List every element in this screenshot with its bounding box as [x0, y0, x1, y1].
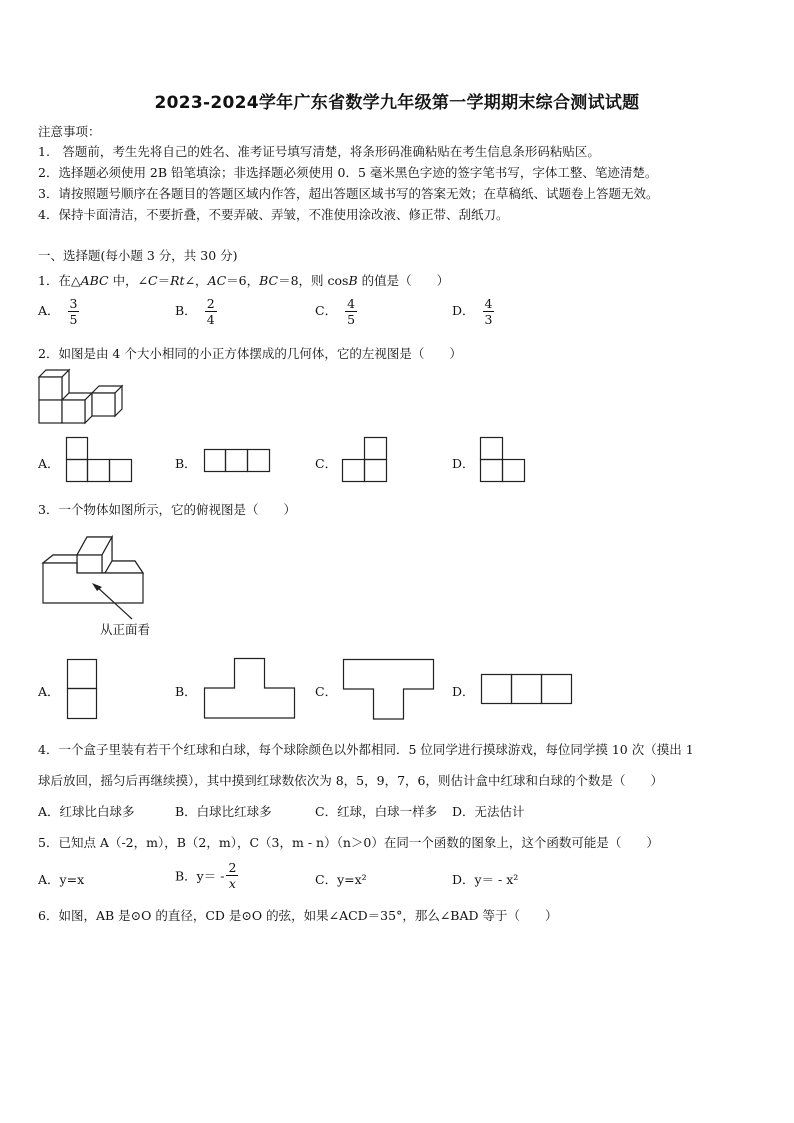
- q1-option-d[interactable]: D． $\frac{4}{3}$: [452, 296, 493, 327]
- q3-stem: 3．一个物体如图所示，它的俯视图是（ ）: [38, 502, 296, 517]
- q2-option-d[interactable]: D．: [452, 456, 475, 471]
- notice-item-1: 1. 答题前，考生先将自己的姓名、准考证号填写清楚，将条形码准确粘贴在考生信息条形码粘贴区。: [38, 144, 600, 159]
- q3-option-a-figure[interactable]: [67, 659, 98, 720]
- q3-solid-figure: [40, 533, 150, 623]
- q3-option-d-figure[interactable]: [481, 674, 573, 705]
- q2-option-c-figure[interactable]: [342, 437, 387, 482]
- q5-option-b[interactable]: B．y＝ - $\frac{2}{x}$: [175, 860, 237, 891]
- q2-cube-figure: [36, 367, 131, 427]
- q2-option-a-figure[interactable]: [66, 437, 132, 482]
- q2-option-c[interactable]: C．: [315, 456, 338, 471]
- q5-option-c[interactable]: C．y=x²: [315, 872, 367, 887]
- q3-option-c-figure[interactable]: [343, 659, 435, 720]
- q1-option-b[interactable]: B． $\frac{2}{4}$: [175, 296, 215, 327]
- q4-stem-line2: 球后放回，摇匀后再继续摸），其中摸到红球数依次为 8，5，9，7，6，则估计盒中红球和白球的个数是（ ）: [38, 773, 663, 788]
- notice-heading: 注意事项：: [38, 124, 101, 139]
- notice-item-4: 4．保持卡面清洁，不要折叠，不要弄破、弄皱，不准使用涂改液、修正带、刮纸刀。: [38, 207, 509, 222]
- q4-option-a[interactable]: A．红球比白球多: [38, 804, 135, 819]
- q5-option-d[interactable]: D．y＝ - x²: [452, 872, 519, 887]
- q1-stem: 1．在△ABC 中，∠C＝Rt∠，AC＝6，BC＝8，则 cosB 的值是（ ）: [38, 273, 450, 288]
- q4-stem-line1: 4．一个盒子里装有若干个红球和白球，每个球除颜色以外都相同．5 位同学进行摸球游戏，每位同学摸 10 次（摸出 1: [38, 742, 694, 757]
- q3-option-b-figure[interactable]: [204, 658, 296, 719]
- q3-view-label: 从正面看: [100, 622, 151, 637]
- q4-option-c[interactable]: C．红球，白球一样多: [315, 804, 438, 819]
- q3-option-a[interactable]: A．: [38, 684, 60, 699]
- q2-option-a[interactable]: A．: [38, 456, 60, 471]
- q1-option-a[interactable]: A． $\frac{3}{5}$: [38, 296, 78, 327]
- q2-stem: 2．如图是由 4 个大小相同的小正方体摆成的几何体，它的左视图是（ ）: [38, 346, 462, 361]
- q6-stem: 6．如图，AB 是⊙O 的直径，CD 是⊙O 的弦，如果∠ACD＝35°，那么∠BAD 等于（ ）: [38, 908, 558, 923]
- section-heading: 一、选择题(每小题 3 分，共 30 分): [38, 248, 238, 263]
- q2-option-b-figure[interactable]: [204, 449, 270, 472]
- q4-option-b[interactable]: B．白球比红球多: [175, 804, 272, 819]
- q5-option-a[interactable]: A．y=x: [38, 872, 85, 887]
- q3-option-b[interactable]: B．: [175, 684, 197, 699]
- exam-title: 2023-2024学年广东省数学九年级第一学期期末综合测试试题: [154, 93, 640, 113]
- q4-option-d[interactable]: D．无法估计: [452, 804, 525, 819]
- q1-option-c[interactable]: C． $\frac{4}{5}$: [315, 296, 356, 327]
- q3-option-c[interactable]: C．: [315, 684, 338, 699]
- notice-item-3: 3．请按照题号顺序在各题目的答题区域内作答，超出答题区域书写的答案无效；在草稿纸、试题卷上答题无效。: [38, 186, 659, 201]
- q5-stem: 5．已知点 A（-2，m），B（2，m），C（3，m - n）（n＞0）在同一个函数的图象上，这个函数可能是（ ）: [38, 835, 659, 850]
- q2-option-d-figure[interactable]: [480, 437, 525, 482]
- q2-option-b[interactable]: B．: [175, 456, 197, 471]
- q3-option-d[interactable]: D．: [452, 684, 475, 699]
- notice-item-2: 2．选择题必须使用 2B 铅笔填涂；非选择题必须使用 0．5 毫米黑色字迹的签字笔书写，字体工整、笔迹清楚。: [38, 165, 658, 180]
